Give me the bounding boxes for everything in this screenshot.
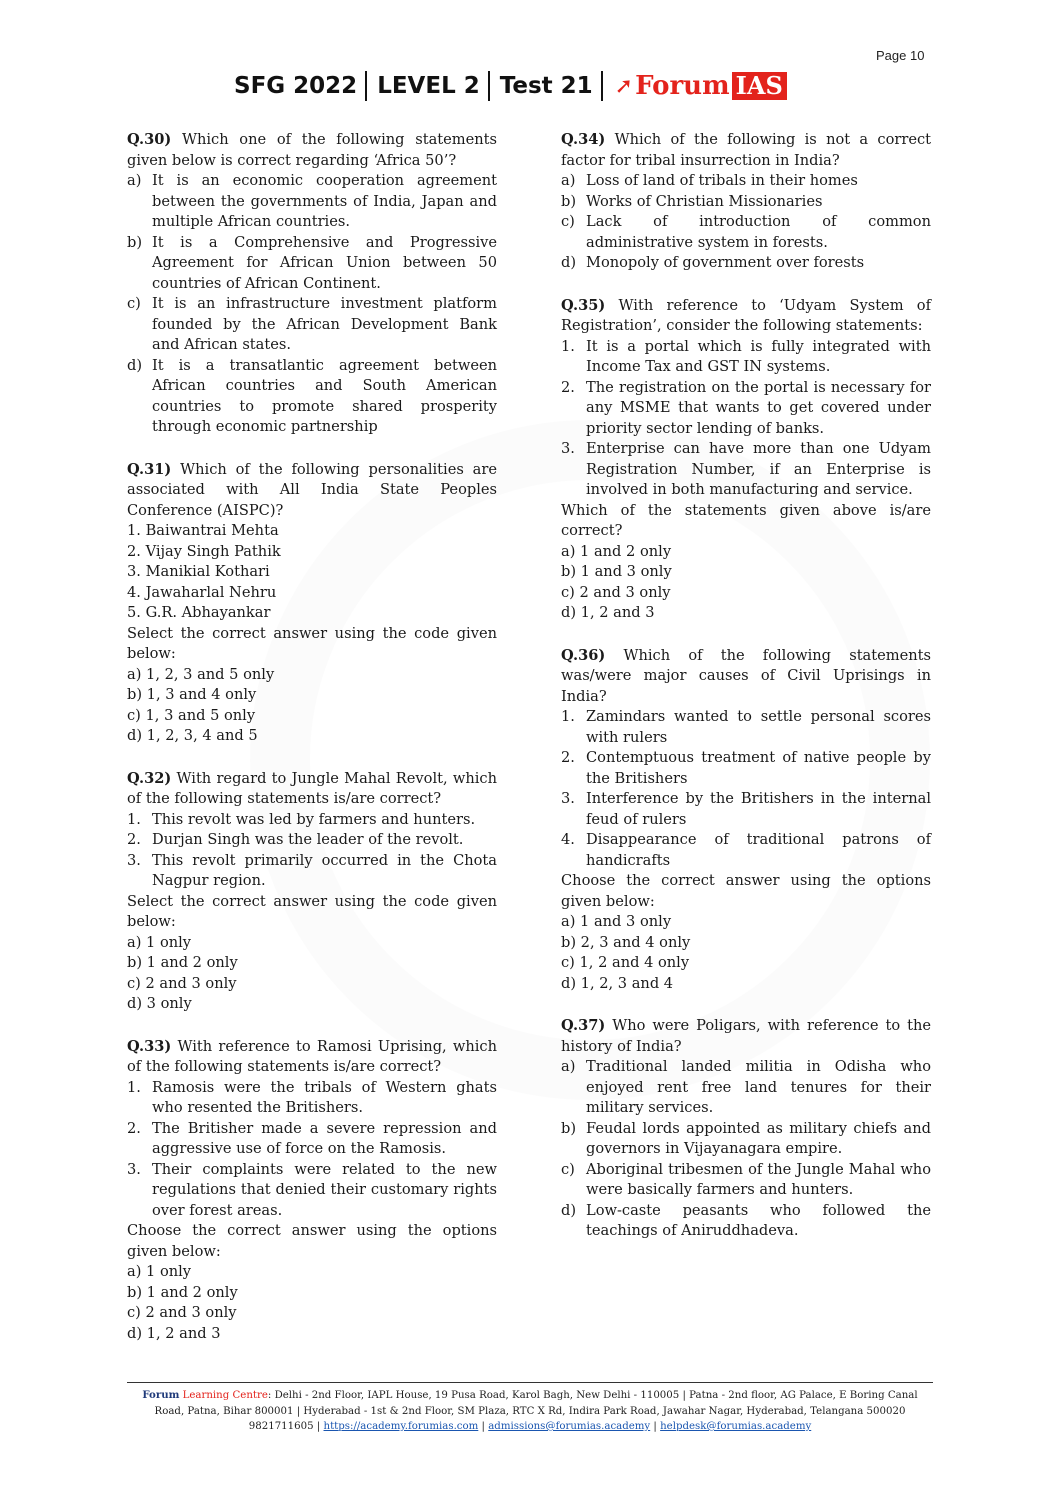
answer-choice: c) 2 and 3 only [561,583,671,601]
option-item [127,356,497,438]
option-text: It is an infrastructure investment platform founded by the African Development Bank and African states. [152,295,497,353]
option-text: It is a portal which is fully integrated with Income Tax and GST IN systems. [586,337,931,375]
question-stem: Which of the following is not a correct factor for tribal insurrection in India? [561,131,931,169]
question-text [561,130,931,171]
footer-phone: 9821711605 [248,1421,314,1432]
question-number: Q.31) [127,460,172,478]
answer-choice: c) 1, 2 and 4 only [561,954,690,971]
option-label: 1. [561,708,575,725]
answer-instruction: Choose the correct answer using the options given below: [127,1222,497,1260]
answer-choice: d) 1, 2 and 3 [561,604,655,621]
question-block [561,130,931,274]
option-text: This revolt primarily occurred in the Chota Nagpur region. [152,851,497,889]
option-label: 1. [127,1078,141,1096]
answer-choice: a) 1, 2, 3 and 5 only [127,665,275,683]
option-item [561,1160,931,1201]
question-stem: With reference to Ramosi Uprising, which of the following statements is/are correct? [127,1037,497,1075]
answer-choice: d) 1, 2, 3, 4 and 5 [127,727,258,744]
forumias-logo: ➚ Forum IAS [615,71,787,101]
statement-line: 2. Vijay Singh Pathik [127,542,281,560]
left-column [127,130,497,1366]
answer-choice: a) 1 only [127,1263,192,1280]
question-number: Q.32) [127,769,172,787]
option-label: 3. [127,1160,141,1178]
option-label: b) [561,1119,577,1137]
header-divider [488,71,490,101]
option-item [561,789,931,830]
option-item [561,192,931,213]
question-text [561,1016,931,1057]
answer-choice: d) 3 only [127,995,192,1012]
option-label: 3. [561,440,575,457]
option-text: Lack of introduction of common administrative system in forests. [586,213,931,251]
option-item [561,707,931,748]
page-footer [127,1382,933,1435]
answer-instruction: Select the correct answer using the code given below: [127,624,497,662]
academy-link[interactable]: https://academy.forumias.com [323,1421,479,1432]
option-text: It is a transatlantic agreement between African countries and South American countries to promote shared prosperity through economic partnership [152,356,497,435]
option-item [561,253,931,274]
page-number: Page 10 [876,48,925,63]
question-stem: Which one of the following statements given below is correct regarding ‘Africa 50’? [127,131,497,169]
option-text: Feudal lords appointed as military chiefs and governors in Vijayanagara empire. [586,1119,931,1157]
question-stem: With reference to ‘Udyam System of Registration’, consider the following statements: [561,296,931,334]
question-text [127,769,497,810]
option-label: a) [561,1058,576,1075]
question-stem: With regard to Jungle Mahal Revolt, which of the following statements is/are correct? [127,769,497,807]
question-block [127,460,497,747]
option-text: It is an economic cooperation agreement between the governments of India, Japan and multiple African countries. [152,172,497,230]
answer-choice: a) 1 and 3 only [561,913,672,930]
option-label: 2. [127,1119,141,1137]
option-label: 2. [561,749,575,766]
option-item [561,378,931,440]
level-title: LEVEL 2 [377,73,480,99]
option-item [127,233,497,295]
question-number: Q.30) [127,131,172,148]
header-divider [365,71,367,101]
question-text [561,296,931,337]
answer-choice: b) 1 and 2 only [127,954,238,971]
question-block [127,1037,497,1345]
option-text: Interference by the Britishers in the internal feud of rulers [586,790,931,828]
answer-choice: b) 1, 3 and 4 only [127,686,257,703]
answer-choice: b) 1 and 2 only [127,1283,238,1301]
option-text: It is a Comprehensive and Progressive Agreement for African Union between 50 countries of African Continent. [152,233,497,292]
option-text: Zamindars wanted to settle personal scores with rulers [586,708,931,746]
footer-address: Forum Learning Centre: Delhi - 2nd Floor, IAPL House, 19 Pusa Road, Karol Bagh, New Delhi - 110005 | Patna - 2nd floor, AG Palace, E Boring Canal Road, Patna, Bihar 800001 | Hyderabad - 1st & 2nd Floor, SM Plaza, RTC X Rd, Indira Park Road, Jawahar Nagar, Hyderabad, Telangana 500020 [142,1389,918,1417]
program-title: SFG 2022 [234,73,358,99]
option-text: Works of Christian Missionaries [586,192,823,210]
option-label: 3. [561,790,575,807]
option-item [127,171,497,233]
option-text: Disappearance of traditional patrons of handicrafts [586,831,931,869]
question-block [127,130,497,438]
option-item [561,1119,931,1160]
option-item [561,171,931,192]
option-label: 1. [127,810,141,828]
option-label: a) [561,172,576,189]
option-text: Low-caste peasants who followed the teachings of Aniruddhadeva. [586,1201,931,1239]
answer-choice: a) 1 only [127,933,192,951]
option-text: The registration on the portal is necessary for any MSME that wants to get covered under priority sector lending of banks. [586,378,931,437]
test-title: Test 21 [499,73,593,99]
question-number: Q.33) [127,1037,172,1055]
statement-line: 4. Jawaharlal Nehru [127,583,277,601]
option-label: d) [127,356,143,374]
option-label: 4. [561,831,575,848]
option-text: Enterprise can have more than one Udyam Registration Number, if an Enterprise is involved in both manufacturing and service. [586,440,931,498]
option-label: d) [561,1201,577,1219]
option-item [561,439,931,501]
answer-choice: b) 2, 3 and 4 only [561,933,691,951]
option-item [561,337,931,378]
answer-choice: d) 1, 2 and 3 [127,1324,221,1342]
answer-choice: c) 2 and 3 only [127,974,237,992]
question-number: Q.37) [561,1017,606,1034]
statement-line: 1. Baiwantrai Mehta [127,522,279,539]
question-stem: Who were Poligars, with reference to the history of India? [561,1017,931,1055]
question-stem: Which of the following personalities are associated with All India State Peoples Conference (AISPC)? [127,460,497,519]
option-label: 2. [561,378,575,396]
option-text: Traditional landed militia in Odisha who enjoyed rent free land tenures for their military services. [586,1058,931,1116]
answer-choice: a) 1 and 2 only [561,542,672,560]
option-label: b) [127,233,143,251]
question-text [127,460,497,522]
option-text: Loss of land of tribals in their homes [586,172,858,189]
option-item [561,748,931,789]
question-number: Q.35) [561,296,606,314]
option-item [561,1201,931,1242]
question-block [561,296,931,624]
option-label: 1. [561,337,575,355]
question-number: Q.36) [561,646,606,664]
arrow-icon: ➚ [614,73,634,99]
option-label: 3. [127,851,141,869]
option-item [561,830,931,871]
helpdesk-email-link[interactable]: helpdesk@forumias.academy [660,1421,812,1432]
admissions-email-link[interactable]: admissions@forumias.academy [488,1421,651,1432]
option-text: Their complaints were related to the new regulations that denied their customary rights over forest areas. [152,1160,497,1219]
option-label: c) [561,213,575,230]
answer-instruction: Choose the correct answer using the options given below: [561,872,931,910]
option-text: Durjan Singh was the leader of the revolt. [152,831,464,848]
option-item [127,830,497,851]
option-item [127,851,497,892]
option-text: Ramosis were the tribals of Western ghats who resented the Britishers. [152,1078,497,1116]
question-block [561,1016,931,1242]
answer-instruction: Select the correct answer using the code given below: [127,892,497,930]
option-text: Aboriginal tribesmen of the Jungle Mahal who were basically farmers and hunters. [586,1160,931,1198]
right-column [561,130,931,1264]
answer-choice: c) 2 and 3 only [127,1304,237,1321]
option-item [127,1119,497,1160]
footer-contacts: 9821711605 | https://academy.forumias.com | admissions@forumias.academy | helpdesk@forumias.academy [248,1421,812,1432]
question-text [561,646,931,708]
answer-choice: b) 1 and 3 only [561,563,672,580]
option-item [127,810,497,831]
question-number: Q.34) [561,131,606,148]
option-item [561,1057,931,1119]
answer-choice: c) 1, 3 and 5 only [127,706,256,724]
option-item [127,1160,497,1222]
question-block [127,769,497,1015]
option-label: c) [127,295,141,312]
option-text: Contemptuous treatment of native people by the Britishers [586,749,931,787]
answer-instruction: Which of the statements given above is/are correct? [561,501,931,539]
answer-choice: d) 1, 2, 3 and 4 [561,974,674,992]
option-label: a) [127,172,142,189]
option-label: b) [561,192,577,210]
question-text [127,1037,497,1078]
page-header [234,66,787,106]
statement-line: 5. G.R. Abhayankar [127,604,271,621]
option-text: The Britisher made a severe repression and aggressive use of force on the Ramosis. [152,1119,497,1157]
header-divider [601,71,603,101]
option-item [127,294,497,356]
option-label: 2. [127,831,141,848]
question-stem: Which of the following statements was/were major causes of Civil Uprisings in India? [561,646,931,705]
option-text: This revolt was led by farmers and hunters. [152,810,476,828]
option-item [127,1078,497,1119]
option-label: c) [561,1160,575,1178]
option-label: d) [561,254,577,271]
option-text: Monopoly of government over forests [586,254,865,271]
statement-line: 3. Manikial Kothari [127,563,270,580]
question-block [561,646,931,995]
option-item [561,212,931,253]
question-text [127,130,497,171]
